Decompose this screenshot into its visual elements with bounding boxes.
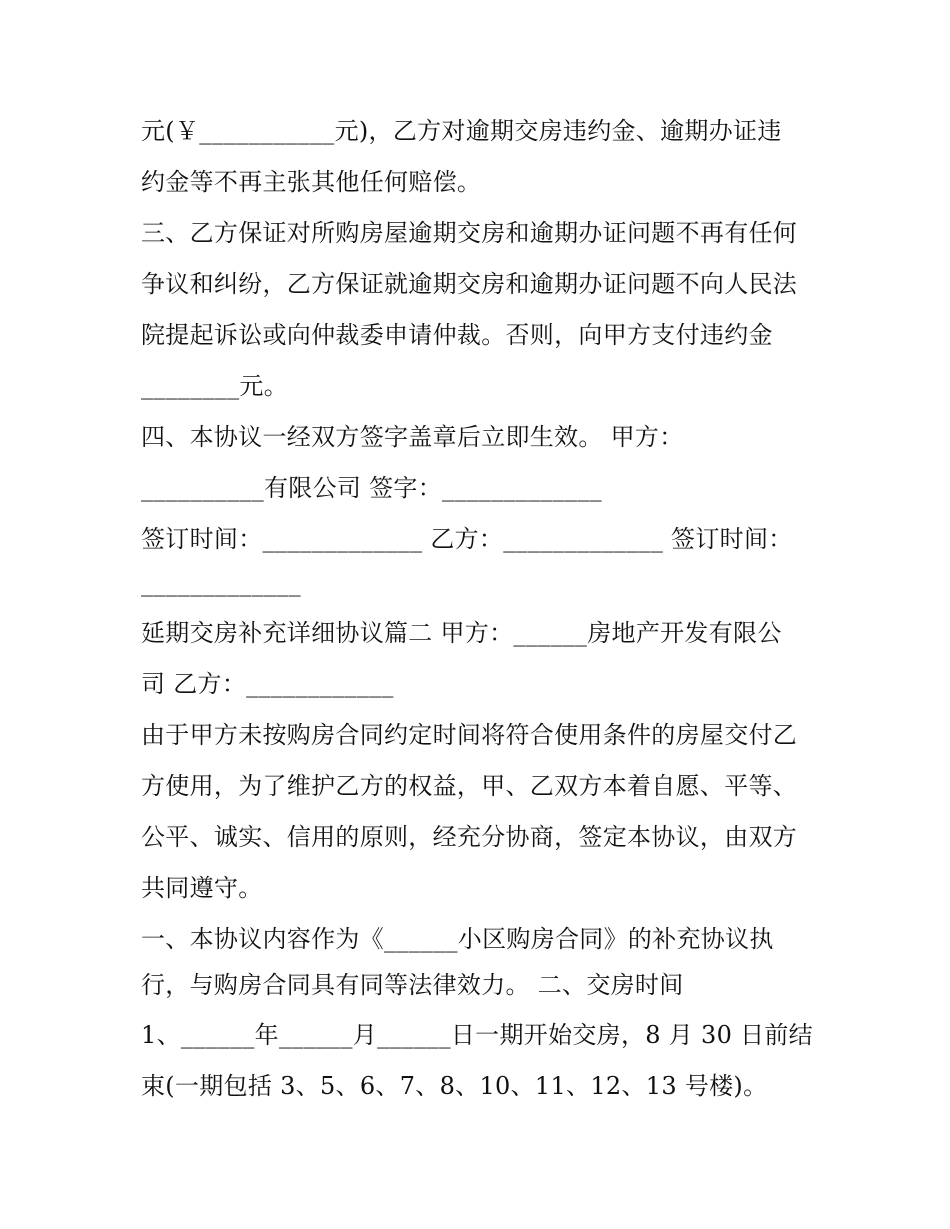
text-line: 束(一期包括 3、5、6、7、8、10、11、12、13 号楼)。 xyxy=(141,1072,768,1100)
text-line: ________元。 xyxy=(141,372,288,400)
text-line: 共同遵守。 xyxy=(141,874,263,902)
text-line: 争议和纠纷，乙方保证就逾期交房和逾期办证问题不向人民法 xyxy=(141,270,798,298)
text-line: 公平、诚实、信用的原则，经充分协商，签定本协议，由双方 xyxy=(141,823,798,851)
text-line: 约金等不再主张其他任何赔偿。 xyxy=(141,168,482,196)
text-line: 一、本协议内容作为《______小区购房合同》的补充协议执 xyxy=(141,925,774,953)
text-line: 1、______年______月______日一期开始交房，8 月 30 日前结 xyxy=(141,1021,813,1049)
text-line: 元(￥___________元)，乙方对逾期交房违约金、逾期办证违 xyxy=(141,117,782,145)
text-line: 四、本协议一经双方签字盖章后立即生效。 甲方： xyxy=(141,423,684,451)
text-line: 延期交房补充详细协议篇二 甲方：______房地产开发有限公 xyxy=(141,619,782,647)
text-line: 司 乙方：____________ xyxy=(141,670,394,698)
text-line: 方使用，为了维护乙方的权益，甲、乙双方本着自愿、平等、 xyxy=(141,772,798,800)
text-line: __________有限公司 签字：_____________ xyxy=(141,474,602,502)
text-line: 院提起诉讼或向仲裁委申请仲裁。否则，向甲方支付违约金 xyxy=(141,321,773,349)
text-line: 签订时间：_____________ 乙方：_____________ 签订时间： xyxy=(141,525,793,553)
text-line: 由于甲方未按购房合同约定时间将符合使用条件的房屋交付乙 xyxy=(141,721,798,749)
text-line: 三、乙方保证对所购房屋逾期交房和逾期办证问题不再有任何 xyxy=(141,219,798,247)
text-line: 行，与购房合同具有同等法律效力。 二、交房时间 xyxy=(141,971,684,999)
text-line: _____________ xyxy=(141,569,301,597)
